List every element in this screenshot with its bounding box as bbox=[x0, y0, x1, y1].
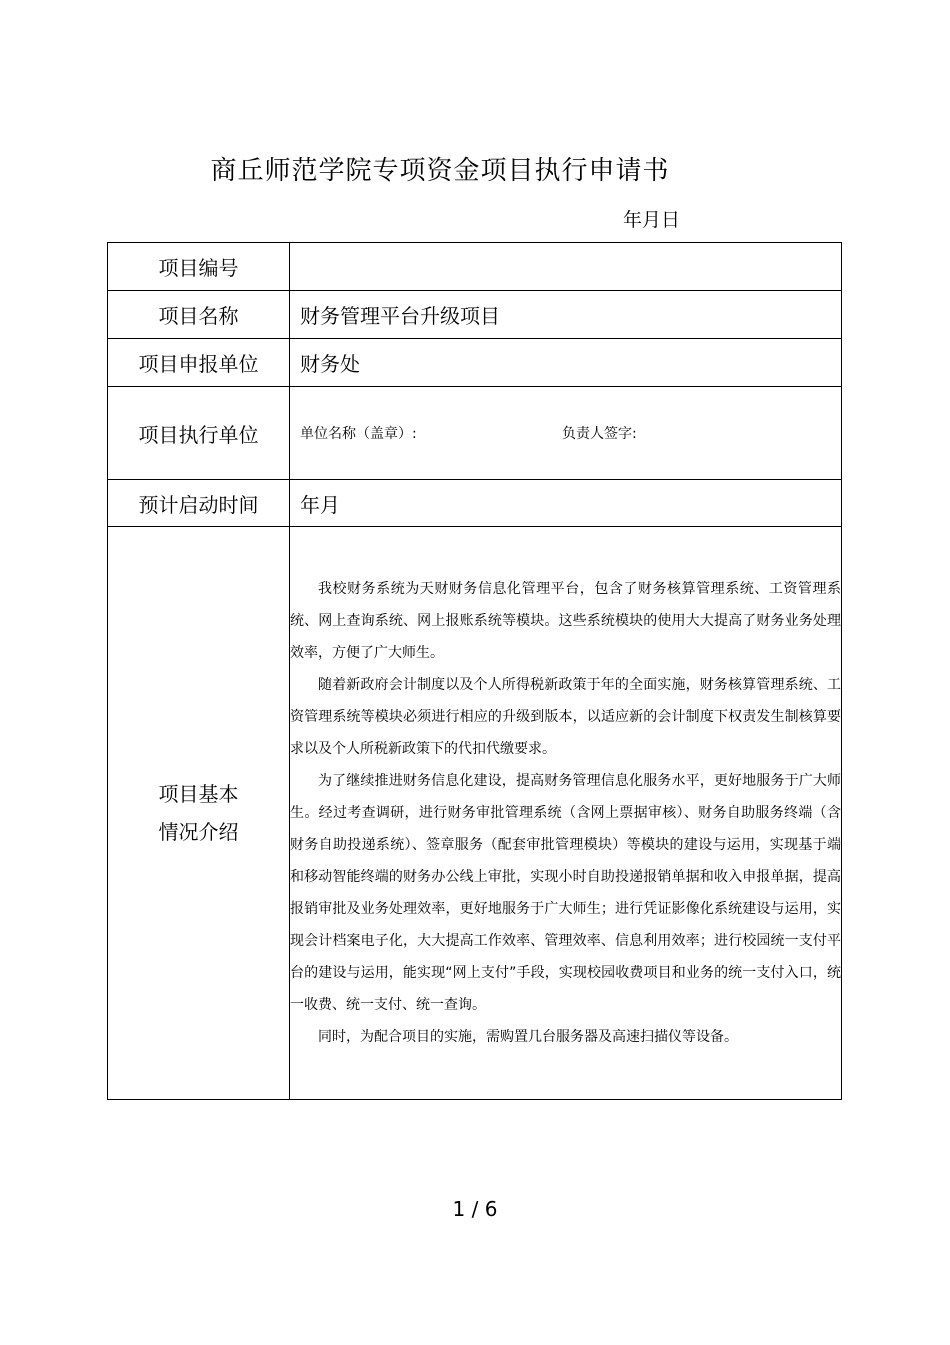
page-number: 1 / 6 bbox=[452, 1197, 498, 1221]
executing-unit-label: 项目执行单位 bbox=[108, 387, 290, 480]
executing-unit-value bbox=[290, 387, 842, 480]
row-start-time bbox=[108, 480, 842, 527]
application-form-table bbox=[107, 242, 842, 1100]
document-date: 年月日 bbox=[623, 209, 681, 231]
project-intro-label bbox=[108, 527, 290, 1100]
project-number-value bbox=[290, 243, 842, 291]
intro-label-line1: 项目基本 bbox=[158, 782, 239, 806]
reporting-unit-label: 项目申报单位 bbox=[108, 339, 290, 387]
project-name-value: 财务管理平台升级项目 bbox=[290, 291, 842, 339]
row-executing-unit bbox=[108, 387, 842, 480]
project-number-label: 项目编号 bbox=[108, 243, 290, 291]
project-name-label: 项目名称 bbox=[108, 291, 290, 339]
start-time-label: 预计启动时间 bbox=[108, 480, 290, 527]
row-project-name bbox=[108, 291, 842, 339]
row-reporting-unit bbox=[108, 339, 842, 387]
intro-paragraph-1: 我校财务系统为天财财务信息化管理平台，包含了财务核算管理系统、工资管理系统、网上查询系统、网上报账系统等模块。这些系统模块的使用大大提高了财务业务处理效率，方便了广大师生。 bbox=[290, 581, 841, 661]
signature-row bbox=[290, 423, 841, 443]
responsible-signature-label: 负责人签字: bbox=[562, 426, 637, 442]
intro-label-line2: 情况介绍 bbox=[158, 820, 239, 844]
unit-name-seal-label: 单位名称（盖章）: bbox=[300, 426, 417, 442]
reporting-unit-value: 财务处 bbox=[290, 339, 842, 387]
document-title: 商丘师范学院专项资金项目执行申请书 bbox=[210, 156, 670, 186]
project-intro-content bbox=[290, 527, 842, 1100]
intro-paragraph-2: 随着新政府会计制度以及个人所得税新政策于年的全面实施，财务核算管理系统、工资管理系统等模块必须进行相应的升级到版本，以适应新的会计制度下权责发生制核算要求以及个人所税新政策下的代扣代缴要求。 bbox=[290, 677, 841, 757]
intro-paragraph-3: 为了继续推进财务信息化建设，提高财务管理信息化服务水平，更好地服务于广大师生。经过考查调研，进行财务审批管理系统（含网上票据审核）、财务自助服务终端（含财务自助投递系统）、签章服务（配套审批管理模块）等模块的建设与运用，实现基于端和移动智能终端的财务办公线上审批，实现小时自助投递报销单据和收入申报单据，提高报销审批及业务处理效率，更好地服务于广大师生；进行凭证影像化系统建设与运用，实现会计档案电子化，大大提高工作效率、管理效率、信息利用效率；进行校园统一支付平台的建设与运用，能实现“网上支付”手段，实现校园收费项目和业务的统一支付入口，统一收费、统一支付、统一查询。 bbox=[290, 773, 841, 1013]
start-time-value: 年月 bbox=[290, 480, 842, 527]
row-project-number bbox=[108, 243, 842, 291]
row-project-intro bbox=[108, 527, 842, 1100]
intro-paragraph-4: 同时，为配合项目的实施，需购置几台服务器及高速扫描仪等设备。 bbox=[318, 1029, 738, 1045]
